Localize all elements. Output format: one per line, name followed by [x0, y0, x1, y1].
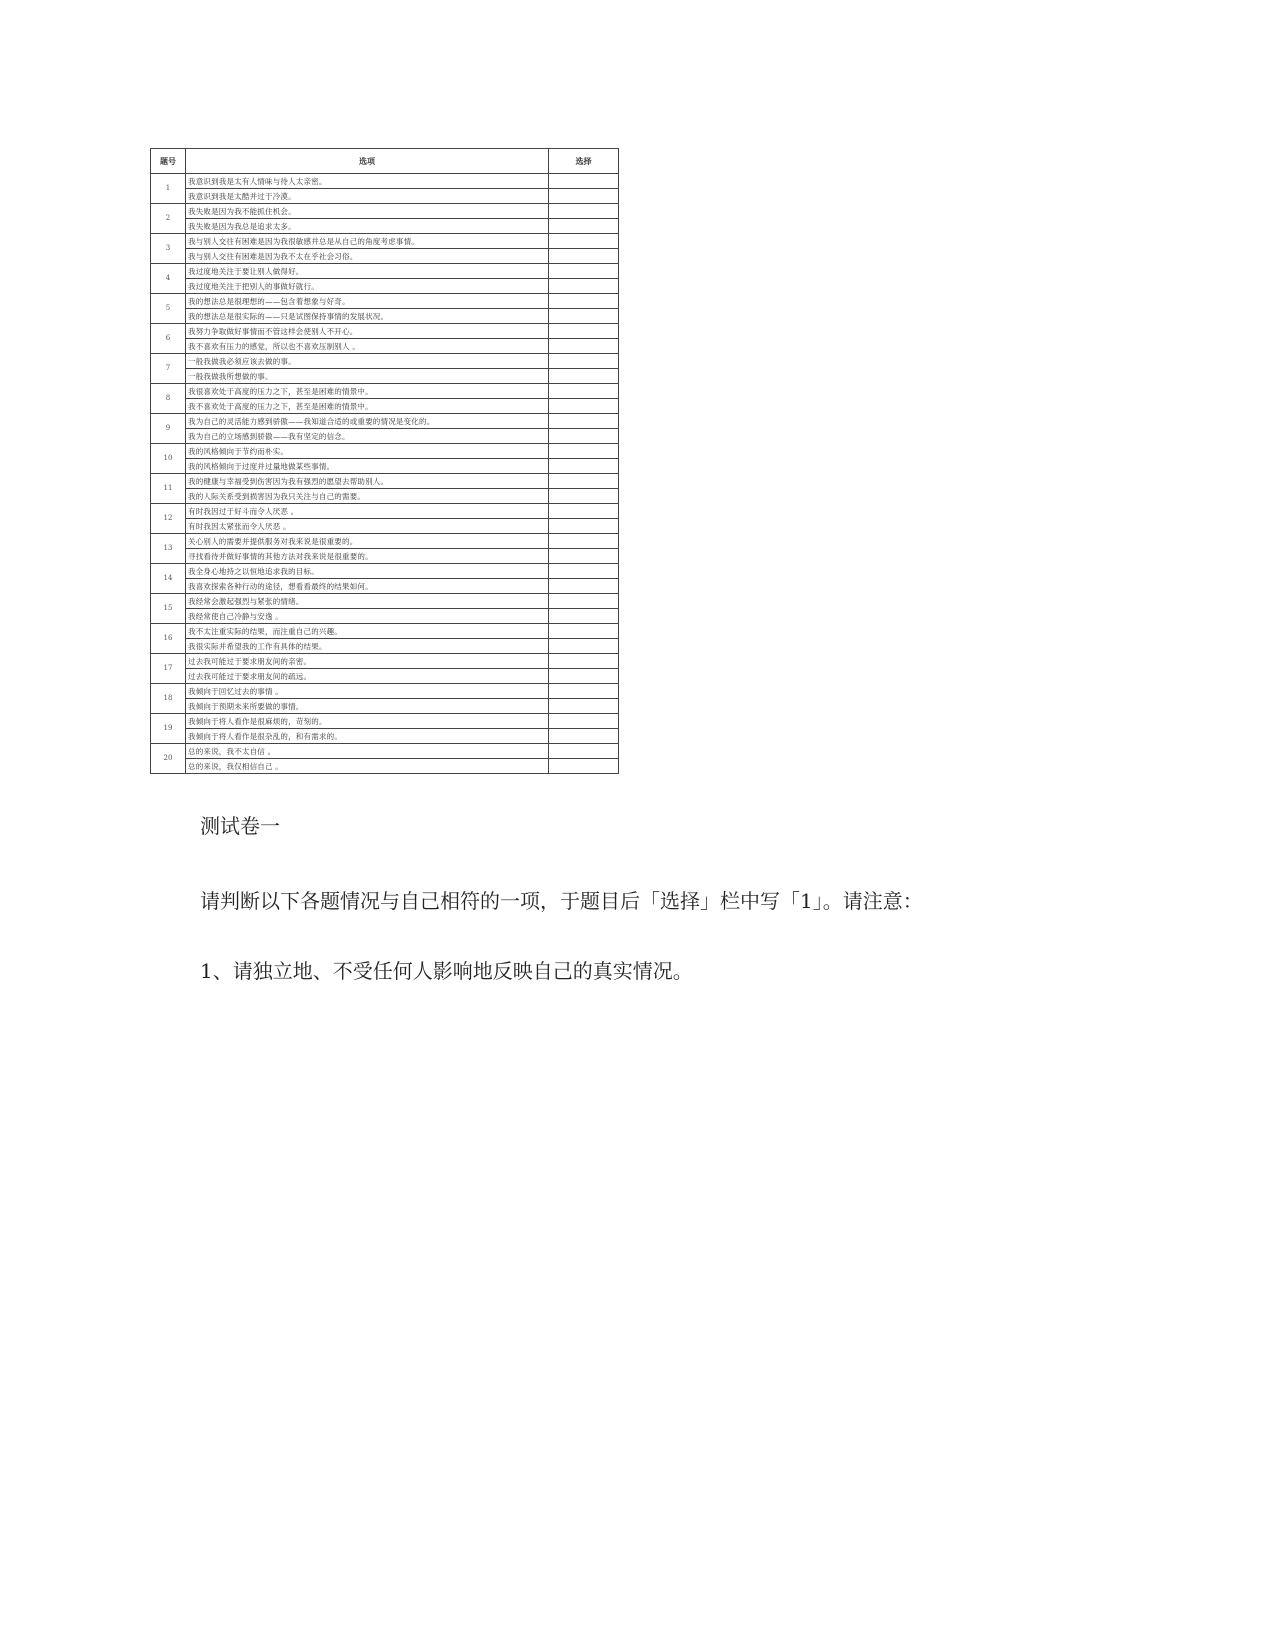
question-number: 16	[151, 624, 186, 654]
question-number: 9	[151, 414, 186, 444]
option-text: 我不喜欢有压力的感觉，所以也不喜欢压制别人 。	[186, 339, 549, 354]
choice-cell[interactable]	[549, 684, 619, 699]
option-text: 我全身心地持之以恒地追求我的目标。	[186, 564, 549, 579]
choice-cell[interactable]	[549, 444, 619, 459]
table-row	[151, 699, 619, 714]
question-number: 12	[151, 504, 186, 534]
table-row	[151, 639, 619, 654]
choice-cell[interactable]	[549, 339, 619, 354]
option-text: 我的健康与幸福受到伤害因为我有强烈的愿望去帮助别人。	[186, 474, 549, 489]
option-text: 我很实际并希望我的工作有具体的结果。	[186, 639, 549, 654]
question-number: 10	[151, 444, 186, 474]
choice-cell[interactable]	[549, 654, 619, 669]
table-row	[151, 504, 619, 519]
choice-cell[interactable]	[549, 564, 619, 579]
choice-cell[interactable]	[549, 459, 619, 474]
table-row	[151, 729, 619, 744]
option-text: 我经常会激起强烈与紧张的情绪。	[186, 594, 549, 609]
table-row	[151, 174, 619, 189]
option-text: 我倾向于预期未来所要做的事情。	[186, 699, 549, 714]
choice-cell[interactable]	[549, 204, 619, 219]
choice-cell[interactable]	[549, 489, 619, 504]
choice-cell[interactable]	[549, 624, 619, 639]
table-row	[151, 489, 619, 504]
option-text: 我为自己的立场感到骄傲——我有坚定的信念。	[186, 429, 549, 444]
table-row	[151, 624, 619, 639]
choice-cell[interactable]	[549, 714, 619, 729]
option-text: 我经常使自己冷静与安逸 。	[186, 609, 549, 624]
table-row	[151, 549, 619, 564]
option-text: 我倾向于回忆过去的事情 。	[186, 684, 549, 699]
option-text: 我的风格倾向于节约而朴实。	[186, 444, 549, 459]
question-number: 19	[151, 714, 186, 744]
option-text: 一般我做我必须应该去做的事。	[186, 354, 549, 369]
choice-cell[interactable]	[549, 189, 619, 204]
choice-cell[interactable]	[549, 309, 619, 324]
table-row	[151, 594, 619, 609]
choice-cell[interactable]	[549, 744, 619, 759]
option-text: 过去我可能过于要求朋友间的亲密。	[186, 654, 549, 669]
option-text: 我意识到我是太酷并过于冷漠。	[186, 189, 549, 204]
option-text: 我失败是因为我总是追求太多。	[186, 219, 549, 234]
table-row	[151, 234, 619, 249]
choice-cell[interactable]	[549, 549, 619, 564]
choice-cell[interactable]	[549, 519, 619, 534]
choice-cell[interactable]	[549, 249, 619, 264]
table-row	[151, 324, 619, 339]
table-row	[151, 204, 619, 219]
question-number: 2	[151, 204, 186, 234]
option-text: 我为自己的灵活能力感到骄傲——我知道合适的或重要的情况是变化的。	[186, 414, 549, 429]
choice-cell[interactable]	[549, 639, 619, 654]
question-number: 4	[151, 264, 186, 294]
table-row	[151, 669, 619, 684]
note-item-1: 1、请独立地、不受任何人影响地反映自己的真实情况。	[200, 959, 693, 983]
header-choice: 选择	[549, 149, 619, 174]
test-title: 测试卷一	[200, 814, 280, 838]
choice-cell[interactable]	[549, 729, 619, 744]
option-text: 我不喜欢处于高度的压力之下，甚至是困难的情景中。	[186, 399, 549, 414]
question-number: 8	[151, 384, 186, 414]
table-row	[151, 384, 619, 399]
table-row	[151, 519, 619, 534]
table-row	[151, 369, 619, 384]
choice-cell[interactable]	[549, 414, 619, 429]
option-text: 有时我因过于好斗而令人厌恶 。	[186, 504, 549, 519]
choice-cell[interactable]	[549, 669, 619, 684]
question-number: 1	[151, 174, 186, 204]
question-number: 13	[151, 534, 186, 564]
table-row	[151, 309, 619, 324]
option-text: 我过度地关注于把别人的事做好就行。	[186, 279, 549, 294]
table-body	[151, 174, 619, 774]
question-number: 5	[151, 294, 186, 324]
table-row	[151, 684, 619, 699]
option-text: 我过度地关注于要让别人做得好。	[186, 264, 549, 279]
table-row	[151, 759, 619, 774]
choice-cell[interactable]	[549, 384, 619, 399]
questionnaire-table	[150, 148, 619, 774]
choice-cell[interactable]	[549, 294, 619, 309]
table-row	[151, 744, 619, 759]
option-text: 过去我可能过于要求朋友间的疏远。	[186, 669, 549, 684]
option-text: 我与别人交往有困难是因为我不太在乎社会习俗。	[186, 249, 549, 264]
table-row	[151, 189, 619, 204]
question-number: 20	[151, 744, 186, 774]
option-text: 关心别人的需要并提供服务对我来说是很重要的。	[186, 534, 549, 549]
table-header	[151, 149, 619, 174]
table-row	[151, 294, 619, 309]
option-text: 一般我做我所想做的事。	[186, 369, 549, 384]
option-text: 我倾向于将人看作是很麻烦的，苛刻的。	[186, 714, 549, 729]
option-text: 我意识到我是太有人情味与待人太亲密。	[186, 174, 549, 189]
table-row	[151, 219, 619, 234]
header-number: 题号	[151, 149, 186, 174]
option-text: 我失败是因为我不能抓住机会。	[186, 204, 549, 219]
table-row	[151, 414, 619, 429]
option-text: 我的人际关系受到损害因为我只关注与自己的需要。	[186, 489, 549, 504]
table-row	[151, 714, 619, 729]
choice-cell[interactable]	[549, 219, 619, 234]
question-number: 3	[151, 234, 186, 264]
option-text: 我与别人交往有困难是因为我很敏感并总是从自己的角度考虑事情。	[186, 234, 549, 249]
choice-cell[interactable]	[549, 354, 619, 369]
option-text: 我倾向于将人看作是很杂乱的，和有需求的。	[186, 729, 549, 744]
choice-cell[interactable]	[549, 609, 619, 624]
choice-cell[interactable]	[549, 399, 619, 414]
table-row	[151, 534, 619, 549]
table-row	[151, 609, 619, 624]
choice-cell[interactable]	[549, 699, 619, 714]
choice-cell[interactable]	[549, 174, 619, 189]
option-text: 寻找看待并做好事情的其他方法对我来说是很重要的。	[186, 549, 549, 564]
choice-cell[interactable]	[549, 429, 619, 444]
question-number: 15	[151, 594, 186, 624]
table-row	[151, 654, 619, 669]
option-text: 我的想法总是很理想的——包含着想象与好奇。	[186, 294, 549, 309]
option-text: 总的来说，我仅相信自己 。	[186, 759, 549, 774]
header-option: 选项	[186, 149, 549, 174]
choice-cell[interactable]	[549, 369, 619, 384]
option-text: 我的想法总是很实际的——只是试图保持事情的发展状况。	[186, 309, 549, 324]
question-number: 17	[151, 654, 186, 684]
table-row	[151, 354, 619, 369]
choice-cell[interactable]	[549, 264, 619, 279]
option-text: 我不太注重实际的结果，而注重自己的兴趣。	[186, 624, 549, 639]
choice-cell[interactable]	[549, 594, 619, 609]
option-text: 我努力争取做好事情而不管这样会使别人不开心。	[186, 324, 549, 339]
table-row	[151, 474, 619, 489]
choice-cell[interactable]	[549, 474, 619, 489]
choice-cell[interactable]	[549, 234, 619, 249]
question-number: 11	[151, 474, 186, 504]
question-number: 6	[151, 324, 186, 354]
table-row	[151, 459, 619, 474]
option-text: 总的来说，我不太自信 。	[186, 744, 549, 759]
table-row	[151, 429, 619, 444]
question-number: 7	[151, 354, 186, 384]
choice-cell[interactable]	[549, 759, 619, 774]
table-row	[151, 339, 619, 354]
question-number: 18	[151, 684, 186, 714]
choice-cell[interactable]	[549, 324, 619, 339]
instruction-text: 请判断以下各题情况与自己相符的一项，于题目后「选择」栏中写「1」。请注意：	[200, 889, 923, 913]
choice-cell[interactable]	[549, 504, 619, 519]
choice-cell[interactable]	[549, 279, 619, 294]
option-text: 我喜欢探索各种行动的途径，想看看最终的结果如何。	[186, 579, 549, 594]
table-row	[151, 249, 619, 264]
choice-cell[interactable]	[549, 579, 619, 594]
option-text: 我的风格倾向于过度并过量地做某些事情。	[186, 459, 549, 474]
table-row	[151, 399, 619, 414]
table-row	[151, 579, 619, 594]
option-text: 有时我因太紧张而令人厌恶 。	[186, 519, 549, 534]
choice-cell[interactable]	[549, 534, 619, 549]
question-number: 14	[151, 564, 186, 594]
option-text: 我很喜欢处于高度的压力之下，甚至是困难的情景中。	[186, 384, 549, 399]
table-row	[151, 564, 619, 579]
table-row	[151, 264, 619, 279]
table-row	[151, 279, 619, 294]
table-row	[151, 444, 619, 459]
